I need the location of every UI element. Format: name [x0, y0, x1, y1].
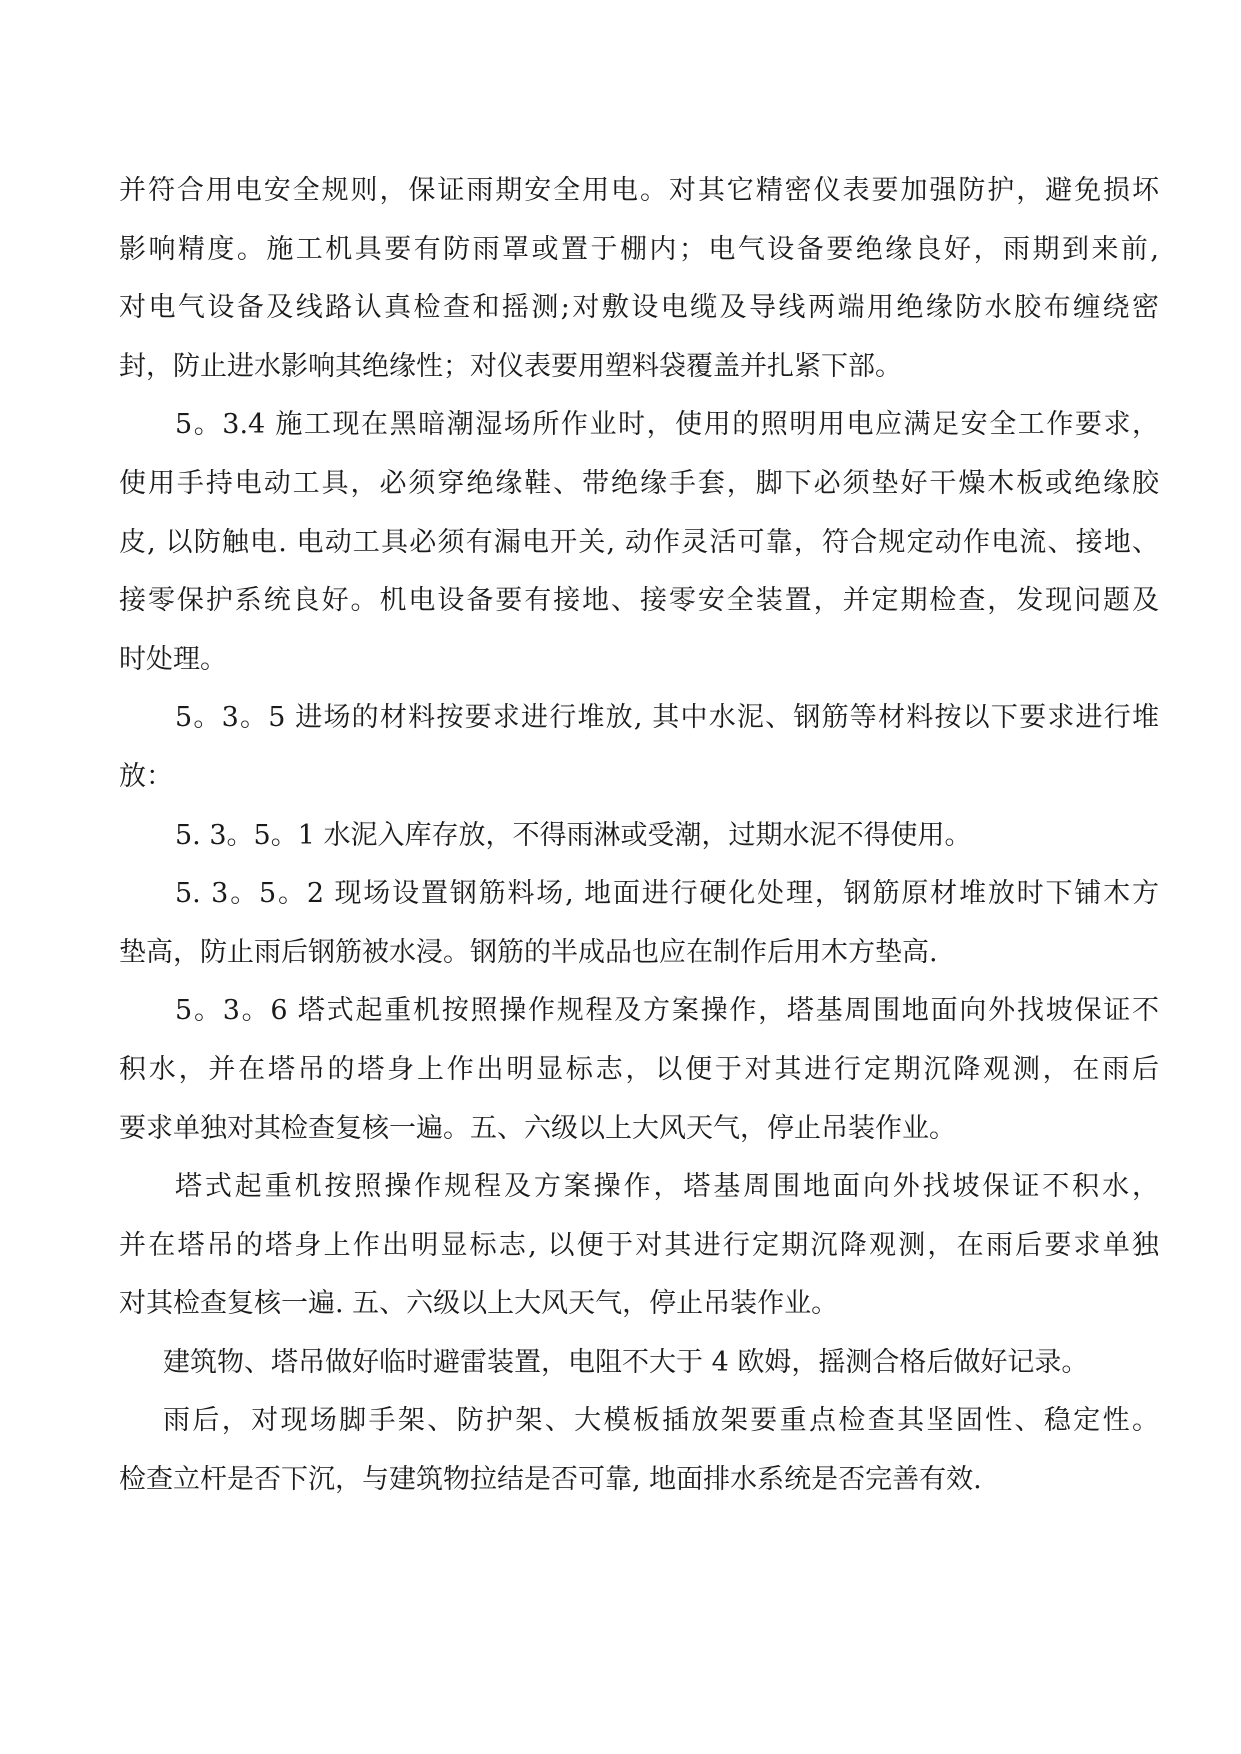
text-line: 封，防止进水影响其绝缘性；对仪表要用塑料袋覆盖并扎紧下部。: [119, 350, 902, 382]
text-line: 对其检查复核一遍. 五、六级以上大风天气，停止吊装作业。: [119, 1288, 839, 1320]
body-text: [119, 162, 1159, 1510]
text-line: 并符合用电安全规则，保证雨期安全用电。对其它精密仪表要加强防护，避免损坏: [119, 175, 1159, 206]
text-line: 积水，并在塔吊的塔身上作出明显标志，以便于对其进行定期沉降观测，在雨后: [119, 1053, 1159, 1085]
text-line: 5. 3。5。2 现场设置钢筋料场, 地面进行硬化处理，钢筋原材堆放时下铺木方: [175, 878, 1159, 910]
text-line: 雨后，对现场脚手架、防护架、大模板插放架要重点检查其坚固性、稳定性。: [163, 1405, 1159, 1437]
text-line: 接零保护系统良好。机电设备要有接地、接零安全装置，并定期检查，发现问题及: [119, 585, 1159, 617]
text-line: 放：: [119, 760, 173, 792]
text-line: 并在塔吊的塔身上作出明显标志, 以便于对其进行定期沉降观测，在雨后要求单独: [119, 1229, 1159, 1261]
text-line: 垫高，防止雨后钢筋被水浸。钢筋的半成品也应在制作后用木方垫高.: [119, 936, 938, 968]
text-line: 对电气设备及线路认真检查和摇测;对敷设电缆及导线两端用绝缘防水胶布缠绕密: [119, 292, 1159, 324]
text-line: 时处理。: [119, 643, 227, 675]
text-line: 检查立杆是否下沉，与建筑物拉结是否可靠, 地面排水系统是否完善有效.: [119, 1464, 982, 1496]
text-line: 5. 3。5。1 水泥入库存放，不得雨淋或受潮，过期水泥不得使用。: [175, 819, 972, 851]
text-line: 要求单独对其检查复核一遍。五、六级以上大风天气，停止吊装作业。: [119, 1112, 956, 1144]
text-line: 建筑物、塔吊做好临时避雷装置，电阻不大于 4 欧姆，摇测合格后做好记录。: [163, 1346, 1089, 1378]
text-line: 5。3。6 塔式起重机按照操作规程及方案操作，塔基周围地面向外找坡保证不: [175, 995, 1159, 1027]
text-line: 使用手持电动工具，必须穿绝缘鞋、带绝缘手套，脚下必须垫好干燥木板或绝缘胶: [119, 467, 1159, 499]
text-line: 皮, 以防触电. 电动工具必须有漏电开关, 动作灵活可靠，符合规定动作电流、接地、: [119, 526, 1159, 558]
text-line: 5。3.4 施工现在黑暗潮湿场所作业时，使用的照明用电应满足安全工作要求，: [175, 409, 1159, 441]
text-line: 影响精度。施工机具要有防雨罩或置于棚内；电气设备要绝缘良好，雨期到来前,: [119, 233, 1159, 265]
text-line: 塔式起重机按照操作规程及方案操作，塔基周围地面向外找坡保证不积水，: [175, 1171, 1159, 1203]
text-line: 5。3。5 进场的材料按要求进行堆放, 其中水泥、钢筋等材料按以下要求进行堆: [175, 702, 1159, 734]
